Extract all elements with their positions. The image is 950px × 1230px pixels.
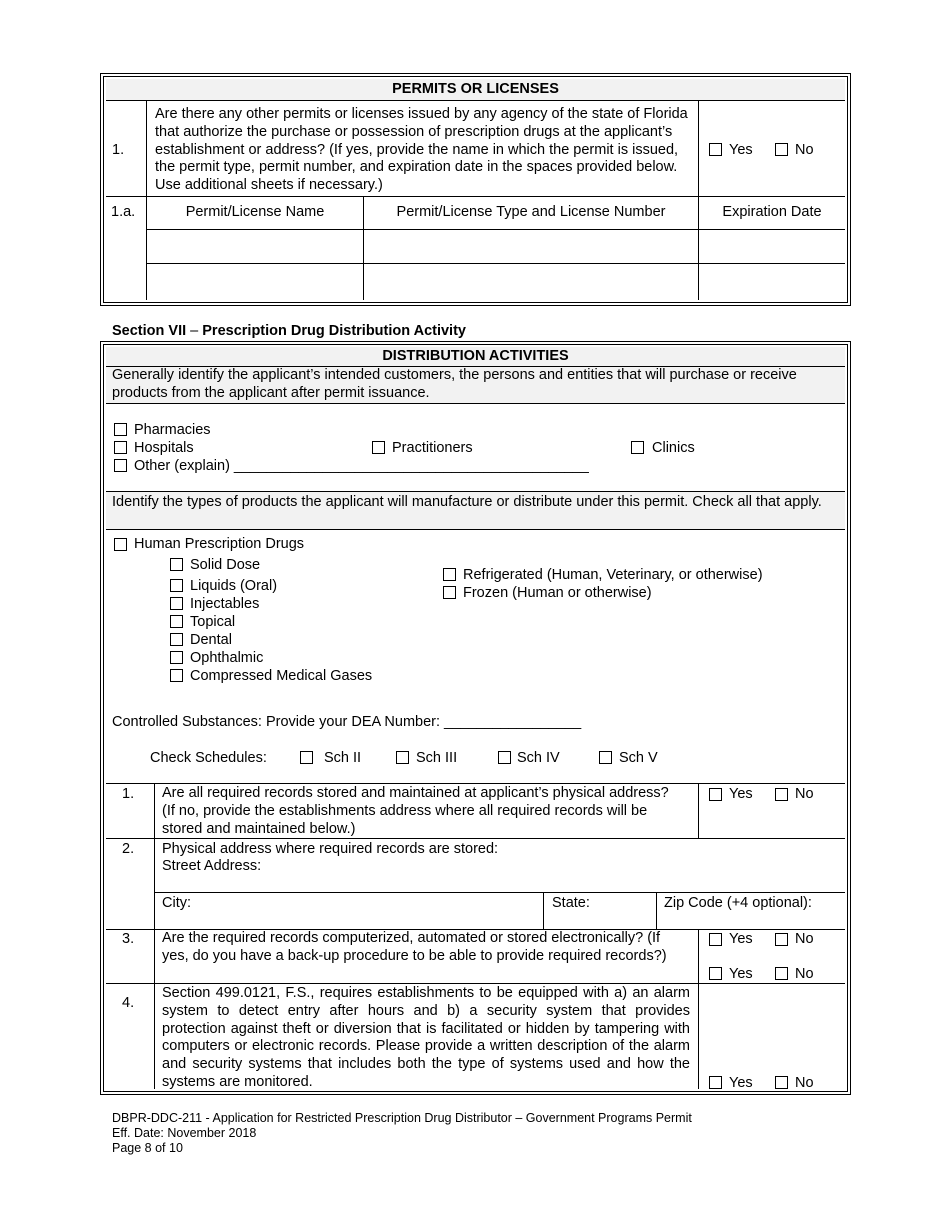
dist-q3a-yes-label: Yes [729, 931, 753, 947]
frozen-label: Frozen (Human or otherwise) [463, 585, 652, 601]
dist-q4-no-label: No [795, 1075, 814, 1091]
refrigerated-checkbox[interactable] [443, 568, 456, 581]
dist-q1-number: 1. [122, 786, 135, 802]
footer-form-title: DBPR-DDC-211 - Application for Restricted Prescription Drug Distributor – Government Programs Permit [112, 1111, 692, 1125]
permit-row-1-name-field[interactable] [148, 231, 362, 262]
injectables-label: Injectables [190, 596, 260, 612]
dist-q4-yes-checkbox[interactable] [709, 1076, 722, 1089]
permits-q1-yes-checkbox[interactable] [709, 143, 722, 156]
dist-q4-yes-label: Yes [729, 1075, 753, 1091]
hospitals-label: Hospitals [134, 440, 194, 456]
customers-prompt: Generally identify the applicant’s intended customers, the persons and entities that will purchase or receive products from the applicant after permit issuance. [112, 367, 797, 401]
permit-row-1-type-field[interactable] [365, 231, 697, 262]
sch-3-checkbox[interactable] [396, 751, 409, 764]
permit-name-header: Permit/License Name [185, 204, 325, 220]
ophthalmic-label: Ophthalmic [190, 650, 264, 666]
dist-q3-number: 3. [122, 931, 135, 947]
permit-type-header: Permit/License Type and License Number [396, 204, 666, 220]
permits-q1-no-label: No [795, 142, 814, 158]
dist-q1-yes-checkbox[interactable] [709, 788, 722, 801]
pharmacies-label: Pharmacies [134, 422, 211, 438]
sch-3-label: Sch III [416, 750, 458, 766]
sch-5-checkbox[interactable] [599, 751, 612, 764]
expiration-date-header: Expiration Date [722, 204, 822, 220]
dist-q3b-yes-checkbox[interactable] [709, 967, 722, 980]
compressed-gases-checkbox[interactable] [170, 669, 183, 682]
human-rx-drugs-label: Human Prescription Drugs [134, 536, 305, 552]
permit-row-2-expiration-field[interactable] [700, 265, 844, 299]
dist-q2-number: 2. [122, 841, 135, 857]
dist-q4-text: Section 499.0121, F.S., requires establishments to be equipped with a) an alarm system to detect entry after hours and b) a security system that provides protection against theft or diversion that is facilitated or hidden by tampering with computers or electronic records. Please provide a written description of the alarm and security systems that includes both the type of systems used and how the systems are monitored. [162, 985, 690, 1090]
other-explain-field[interactable]: Other (explain) ____________________________________________ [134, 458, 589, 474]
dist-q3b-yes-label: Yes [729, 966, 753, 982]
permit-row-2-name-field[interactable] [148, 265, 362, 299]
liquids-oral-checkbox[interactable] [170, 579, 183, 592]
dist-q4-number: 4. [122, 995, 135, 1011]
topical-checkbox[interactable] [170, 615, 183, 628]
sch-5-label: Sch V [619, 750, 658, 766]
footer-effective-date: Eff. Date: November 2018 [112, 1126, 257, 1140]
dist-q3a-yes-checkbox[interactable] [709, 933, 722, 946]
dental-label: Dental [190, 632, 232, 648]
permits-q1-no-checkbox[interactable] [775, 143, 788, 156]
permit-row-1-expiration-field[interactable] [700, 231, 844, 262]
practitioners-checkbox[interactable] [372, 441, 385, 454]
clinics-checkbox[interactable] [631, 441, 644, 454]
dist-q2-line1: Physical address where required records are stored: [162, 841, 499, 857]
sch-4-checkbox[interactable] [498, 751, 511, 764]
dea-number-field[interactable]: Controlled Substances: Provide your DEA Number: _________________ [112, 714, 582, 730]
solid-dose-label: Solid Dose [190, 557, 261, 573]
sch-4-label: Sch IV [517, 750, 560, 766]
permits-q1a-number: 1.a. [111, 204, 136, 220]
permits-q1-yes-label: Yes [729, 142, 753, 158]
liquids-oral-label: Liquids (Oral) [190, 578, 278, 594]
dist-q1-no-checkbox[interactable] [775, 788, 788, 801]
practitioners-label: Practitioners [392, 440, 473, 456]
street-address-field[interactable]: Street Address: [162, 858, 262, 874]
permits-q1-text: Are there any other permits or licenses issued by any agency of the state of Florida that authorize the purchase or possession of prescription drugs at the applicant’s establishment or address? (If yes, provide the name in which the permit is issued, the permit type, permit number, and expiration date in the spaces provided below. Use additional sheets if necessary.) [155, 106, 688, 194]
check-schedules-label: Check Schedules: [150, 750, 267, 766]
dist-q3b-no-checkbox[interactable] [775, 967, 788, 980]
dist-q3-text: Are the required records computerized, automated or stored electronically? (If yes, do you have a back-up procedure to be able to provide required records?) [162, 930, 667, 964]
clinics-label: Clinics [652, 440, 695, 456]
ophthalmic-checkbox[interactable] [170, 651, 183, 664]
zip-code-field[interactable]: Zip Code (+4 optional): [664, 895, 812, 911]
dist-q1-no-label: No [795, 786, 814, 802]
dist-q1-text: Are all required records stored and maintained at applicant’s physical address? (If no, provide the establishments address where all required records will be stored and maintained below.) [162, 785, 669, 837]
dist-q3a-no-label: No [795, 931, 814, 947]
compressed-gases-label: Compressed Medical Gases [190, 668, 373, 684]
permits-q1-number: 1. [112, 142, 125, 158]
refrigerated-label: Refrigerated (Human, Veterinary, or otherwise) [463, 567, 763, 583]
city-field[interactable]: City: [162, 895, 191, 911]
sch-2-label: Sch II [324, 750, 362, 766]
human-rx-drugs-checkbox[interactable] [114, 538, 127, 551]
dist-q4-no-checkbox[interactable] [775, 1076, 788, 1089]
permits-title: PERMITS OR LICENSES [392, 81, 559, 97]
dist-q3b-no-label: No [795, 966, 814, 982]
state-field[interactable]: State: [552, 895, 590, 911]
solid-dose-checkbox[interactable] [170, 558, 183, 571]
dist-q1-yes-label: Yes [729, 786, 753, 802]
dist-q3a-no-checkbox[interactable] [775, 933, 788, 946]
footer-page-number: Page 8 of 10 [112, 1141, 183, 1155]
hospitals-checkbox[interactable] [114, 441, 127, 454]
products-prompt: Identify the types of products the applicant will manufacture or distribute under this permit. Check all that apply. [112, 494, 822, 510]
sch-2-checkbox[interactable] [300, 751, 313, 764]
permit-row-2-type-field[interactable] [365, 265, 697, 299]
pharmacies-checkbox[interactable] [114, 423, 127, 436]
topical-label: Topical [190, 614, 236, 630]
frozen-checkbox[interactable] [443, 586, 456, 599]
distribution-title: DISTRIBUTION ACTIVITIES [382, 348, 569, 364]
other-checkbox[interactable] [114, 459, 127, 472]
dental-checkbox[interactable] [170, 633, 183, 646]
injectables-checkbox[interactable] [170, 597, 183, 610]
section-7-heading: Section VII – Prescription Drug Distribution Activity [112, 323, 466, 339]
